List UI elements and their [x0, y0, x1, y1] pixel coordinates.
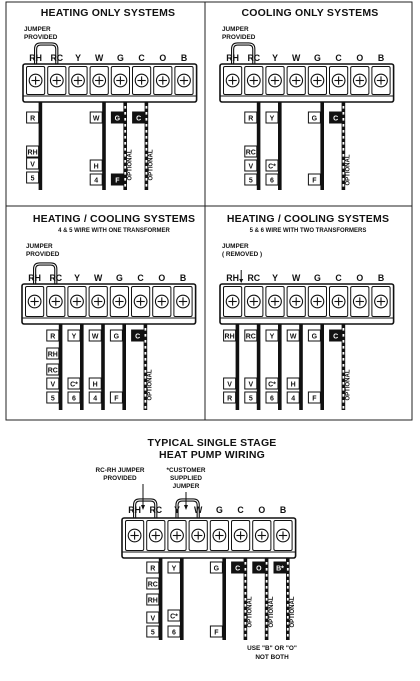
optional-label: OPTIONAL: [345, 154, 352, 186]
wire-tag-label: G: [213, 565, 220, 573]
terminal-label-rc: RC: [50, 53, 64, 63]
wire-dash-gap: [343, 118, 345, 121]
terminal-label-g: G: [215, 505, 223, 515]
wire-dash-gap: [245, 622, 247, 625]
optional-label: OPTIONAL: [290, 596, 296, 628]
wire-dash-gap: [145, 352, 147, 355]
wire-dash-gap: [145, 340, 147, 343]
terminal-label-y: Y: [272, 53, 278, 63]
panel-subtitle: 4 & 5 WIRE WITH ONE TRANSFORMER: [58, 228, 170, 234]
terminal-label-g: G: [313, 273, 321, 283]
wire-tag-label: V: [30, 161, 35, 169]
wire-dash-gap: [266, 592, 268, 595]
wire-dash-gap: [245, 616, 247, 619]
wire-tag-label: F: [312, 395, 317, 403]
wire-dash-gap: [145, 376, 147, 379]
terminal-label-rh: RH: [226, 273, 239, 283]
wire-tag-label: 5: [150, 629, 155, 637]
wire-tag-label: V: [248, 381, 254, 389]
wire-tag-label: W: [91, 333, 99, 341]
arrow-head-icon: [184, 505, 188, 510]
wire-dash-gap: [145, 334, 147, 337]
wire-dash-gap: [124, 166, 126, 169]
wire: [39, 102, 43, 190]
wire-dash-gap: [287, 562, 289, 565]
wire-dash-gap: [146, 142, 148, 145]
wire-dash-gap: [145, 370, 147, 373]
jumper-label-line2: ( REMOVED ): [222, 251, 263, 258]
wire: [278, 324, 282, 410]
wire-dash-gap: [145, 406, 147, 409]
wire-tag-label: G: [113, 333, 120, 341]
wire-dash-gap: [245, 562, 247, 565]
wire-dash-gap: [287, 628, 289, 631]
wire-dash-gap: [245, 634, 247, 637]
wire-dash-gap: [146, 178, 148, 181]
wire-dash-gap: [145, 358, 147, 361]
wire-tag-label: G: [311, 115, 318, 123]
panel-title: HEATING / COOLING SYSTEMS: [226, 213, 390, 225]
wire-tag-label: C*: [170, 613, 178, 621]
wire: [222, 558, 226, 640]
wire-dash-gap: [266, 568, 268, 571]
wire-tag-label: Y: [71, 333, 77, 341]
wire-dash-gap: [146, 106, 148, 109]
wire: [299, 324, 303, 410]
wire-dash-gap: [146, 160, 148, 163]
wire-tag-label: R: [150, 565, 156, 573]
wire-tag-label: H: [290, 381, 296, 389]
wire-dash-gap: [343, 106, 345, 109]
wire-tag-label: H: [92, 381, 98, 389]
jumper-label-line2: PROVIDED: [26, 251, 60, 258]
wire-dash-gap: [287, 574, 289, 577]
terminal-label-g: G: [115, 273, 123, 283]
wire-dash-gap: [245, 568, 247, 571]
terminal-label-rh: RH: [128, 505, 141, 515]
wire-tag-label: 6: [270, 177, 274, 185]
terminal-label-w: W: [95, 53, 104, 63]
wire-tag-label: R: [248, 115, 254, 123]
terminal-label-y: Y: [75, 53, 81, 63]
wire-dash-gap: [124, 124, 126, 127]
terminal-label-c: C: [137, 273, 144, 283]
wire-dash-gap: [146, 130, 148, 133]
jumper-label-line1: JUMPER: [24, 26, 51, 33]
wire-tag-label: B*: [276, 565, 284, 573]
arrow-head-icon: [239, 279, 243, 283]
rc-rh-jumper-line1: RC-RH JUMPER: [95, 467, 145, 474]
wire-tag-label: Y: [269, 115, 275, 123]
wire-dash-gap: [343, 406, 345, 409]
wire-dash-gap: [245, 598, 247, 601]
wire-tag-label: 6: [172, 629, 176, 637]
wire-tag-label: RH: [27, 149, 38, 157]
wire-tag-label: RC: [245, 333, 256, 341]
wire: [159, 558, 163, 640]
wire: [257, 102, 261, 190]
wire-dash-gap: [145, 382, 147, 385]
jumper-label-line1: JUMPER: [26, 243, 53, 250]
wire-dash-gap: [124, 106, 126, 109]
terminal-label-o: O: [159, 53, 167, 63]
heat-pump-title-line1: TYPICAL SINGLE STAGE: [147, 437, 277, 449]
wire-dash-gap: [146, 148, 148, 151]
terminal-label-w: W: [292, 53, 301, 63]
wire-dash-gap: [266, 598, 268, 601]
terminal-label-w: W: [94, 273, 103, 283]
wire-dash-gap: [287, 610, 289, 613]
wire-dash-gap: [343, 178, 345, 181]
wire-dash-gap: [245, 580, 247, 583]
wire-dash-gap: [343, 160, 345, 163]
wire-dash-gap: [145, 364, 147, 367]
wire-dash-gap: [124, 130, 126, 133]
wire-tag-label: 5: [30, 175, 35, 183]
wire: [278, 102, 282, 190]
wire-tag-label: C: [136, 115, 142, 123]
wire-dash-gap: [124, 172, 126, 175]
terminal-label-o: O: [258, 505, 266, 515]
wire-tag-label: C: [333, 333, 339, 341]
wire-dash-gap: [146, 154, 148, 157]
wire-dash-gap: [145, 388, 147, 391]
terminal-label-rh: RH: [226, 53, 239, 63]
wire-dash-gap: [343, 154, 345, 157]
terminal-label-rc: RC: [149, 505, 163, 515]
wire-tag-label: C: [135, 333, 141, 341]
terminal-label-rc: RC: [247, 273, 261, 283]
terminal-label-rh: RH: [28, 273, 41, 283]
wire: [320, 324, 324, 410]
wire-dash-gap: [124, 142, 126, 145]
terminal-label-c: C: [335, 53, 342, 63]
b-or-o-note-line2: NOT BOTH: [255, 654, 289, 661]
wire-dash-gap: [343, 388, 345, 391]
wire-dash-gap: [146, 118, 148, 121]
wire-dash-gap: [266, 634, 268, 637]
wire-tag-label: RC: [47, 367, 58, 375]
wire-tag-label: RH: [224, 333, 235, 341]
wire-dash-gap: [343, 112, 345, 115]
wire-dash-gap: [146, 166, 148, 169]
wire-dash-gap: [266, 574, 268, 577]
wire-tag-label: F: [312, 177, 317, 185]
terminal-label-c: C: [335, 273, 342, 283]
wire-dash-gap: [343, 142, 345, 145]
wire-dash-gap: [343, 376, 345, 379]
wire: [101, 324, 105, 410]
wire-dash-gap: [287, 622, 289, 625]
wire-tag-label: C*: [268, 381, 276, 389]
terminal-label-w: W: [292, 273, 301, 283]
wire-tag-label: G: [114, 115, 121, 123]
wire-dash-gap: [343, 346, 345, 349]
wire-tag-label: 5: [248, 177, 253, 185]
terminal-label-o: O: [356, 53, 364, 63]
customer-jumper-line1: *CUSTOMER: [166, 467, 206, 474]
wire-dash-gap: [343, 136, 345, 139]
wire-tag-label: 4: [93, 395, 98, 403]
b-or-o-note-line1: USE "B" OR "O": [247, 645, 297, 652]
wire-dash-gap: [245, 628, 247, 631]
wire-dash-gap: [124, 118, 126, 121]
customer-jumper-line2: SUPPLIED: [170, 475, 202, 482]
wire-dash-gap: [343, 394, 345, 397]
wire-dash-gap: [343, 124, 345, 127]
wire-tag-label: C*: [268, 163, 276, 171]
terminal-label-c: C: [138, 53, 145, 63]
wire-dash-gap: [266, 628, 268, 631]
wire-dash-gap: [145, 394, 147, 397]
wire-dash-gap: [124, 178, 126, 181]
wire-dash-gap: [124, 136, 126, 139]
jumper-label-line1: JUMPER: [222, 243, 249, 250]
wire-tag-label: 6: [270, 395, 274, 403]
wire-dash-gap: [266, 616, 268, 619]
wire-tag-label: O: [256, 565, 262, 573]
optional-label: OPTIONAL: [345, 369, 352, 401]
wire-tag-label: RH: [147, 597, 158, 605]
wire-tag-label: 4: [291, 395, 296, 403]
optional-label: OPTIONAL: [148, 149, 155, 181]
terminal-label-y: Y: [272, 273, 278, 283]
jumper-label-line2: PROVIDED: [222, 34, 256, 41]
optional-label: OPTIONAL: [147, 369, 154, 401]
optional-label: OPTIONAL: [127, 149, 134, 181]
wire-dash-gap: [146, 112, 148, 115]
wire-dash-gap: [343, 352, 345, 355]
wire-tag-label: RH: [47, 351, 58, 359]
arrow-head-icon: [141, 505, 145, 510]
wire-tag-label: C: [333, 115, 339, 123]
wire-tag-label: V: [248, 163, 254, 171]
wire-dash-gap: [124, 148, 126, 151]
wire-tag-label: Y: [269, 333, 275, 341]
wire-dash-gap: [343, 328, 345, 331]
wire-dash-gap: [343, 370, 345, 373]
terminal-label-rc: RC: [49, 273, 63, 283]
wire-dash-gap: [287, 568, 289, 571]
wire-tag-label: V: [150, 615, 156, 623]
wire-dash-gap: [287, 604, 289, 607]
wire-tag-label: 6: [72, 395, 76, 403]
jumper-label-line2: PROVIDED: [24, 34, 58, 41]
wire-dash-gap: [145, 328, 147, 331]
wire-dash-gap: [287, 586, 289, 589]
optional-label: OPTIONAL: [247, 596, 254, 628]
wire: [80, 324, 84, 410]
wire: [320, 102, 324, 190]
panel-heat-pump: [96, 437, 297, 661]
panel-cooling-only: [220, 7, 394, 190]
terminal-label-g: G: [313, 53, 321, 63]
wire-dash-gap: [146, 136, 148, 139]
wire: [236, 324, 240, 410]
terminal-label-b: B: [377, 273, 385, 283]
terminal-label-rh: RH: [29, 53, 42, 63]
panel-title: HEATING ONLY SYSTEMS: [40, 7, 176, 19]
wire-dash-gap: [266, 586, 268, 589]
terminal-label-g: G: [116, 53, 124, 63]
wire: [59, 324, 63, 410]
wire: [102, 102, 106, 190]
wire-dash-gap: [287, 616, 289, 619]
wire: [180, 558, 184, 640]
terminal-label-rc: RC: [247, 53, 261, 63]
wire-dash-gap: [343, 130, 345, 133]
wire-dash-gap: [145, 346, 147, 349]
wire-dash-gap: [287, 634, 289, 637]
rc-rh-jumper-line2: PROVIDED: [103, 475, 137, 482]
wire-tag-label: C: [235, 565, 241, 573]
wire-dash-gap: [124, 184, 126, 187]
wire-tag-label: Y: [171, 565, 177, 573]
wire-dash-gap: [245, 592, 247, 595]
wire-dash-gap: [124, 154, 126, 157]
terminal-label-b: B: [180, 53, 188, 63]
wire-dash-gap: [124, 112, 126, 115]
wire-dash-gap: [266, 604, 268, 607]
wire-dash-gap: [266, 610, 268, 613]
wire-tag-label: H: [93, 163, 99, 171]
wire-tag-label: C*: [70, 381, 78, 389]
panel-heating-only: [23, 7, 197, 190]
wire-dash-gap: [343, 340, 345, 343]
wire-dash-gap: [343, 184, 345, 187]
wire-tag-label: R: [50, 333, 56, 341]
wire-dash-gap: [343, 166, 345, 169]
wire-dash-gap: [245, 610, 247, 613]
wire-dash-gap: [245, 604, 247, 607]
wire: [257, 324, 261, 410]
wire-tag-label: RC: [147, 581, 158, 589]
wire-tag-label: V: [227, 381, 232, 389]
terminal-label-o: O: [158, 273, 166, 283]
wire-tag-label: R: [227, 395, 233, 403]
wire-tag-label: F: [115, 177, 120, 185]
terminal-label-y: Y: [74, 273, 80, 283]
wire-dash-gap: [343, 358, 345, 361]
panel-subtitle: 5 & 6 WIRE WITH TWO TRANSFORMERS: [249, 228, 367, 234]
terminal-label-b: B: [377, 53, 385, 63]
customer-jumper-line3: JUMPER: [172, 483, 200, 490]
wire-dash-gap: [343, 400, 345, 403]
wire-tag-label: RC: [245, 149, 256, 157]
wire-dash-gap: [343, 148, 345, 151]
wire: [122, 324, 126, 410]
terminal-label-b: B: [179, 273, 187, 283]
wire-tag-label: W: [289, 333, 297, 341]
jumper-label-line1: JUMPER: [222, 26, 249, 33]
panel-heating-cooling-one-transformer: [22, 213, 196, 410]
wire-dash-gap: [287, 592, 289, 595]
terminal-label-b: B: [279, 505, 287, 515]
panel-heating-cooling-two-transformers: [220, 213, 394, 410]
wire-tag-label: 5: [50, 395, 55, 403]
wire-tag-label: 4: [94, 177, 99, 185]
wire-dash-gap: [343, 382, 345, 385]
wire-tag-label: F: [214, 629, 219, 637]
heat-pump-title-line2: HEAT PUMP WIRING: [158, 449, 266, 461]
wire-dash-gap: [146, 172, 148, 175]
wire-tag-label: G: [311, 333, 318, 341]
wire-dash-gap: [266, 622, 268, 625]
wire-dash-gap: [145, 400, 147, 403]
wire-dash-gap: [343, 334, 345, 337]
optional-label: OPTIONAL: [268, 596, 275, 628]
wire-dash-gap: [287, 580, 289, 583]
wire-tag-label: F: [114, 395, 119, 403]
wire-tag-label: R: [30, 115, 36, 123]
wire-dash-gap: [343, 172, 345, 175]
panel-title: COOLING ONLY SYSTEMS: [241, 7, 379, 19]
wire-dash-gap: [124, 160, 126, 163]
wire-tag-label: 5: [248, 395, 253, 403]
terminal-label-y: Y: [174, 505, 180, 515]
wire-dash-gap: [266, 580, 268, 583]
wire-dash-gap: [146, 124, 148, 127]
wire-dash-gap: [287, 598, 289, 601]
wire-tag-label: V: [50, 381, 56, 389]
terminal-label-o: O: [356, 273, 364, 283]
wire-tag-label: W: [92, 115, 100, 123]
terminal-label-w: W: [194, 505, 203, 515]
wire-dash-gap: [146, 184, 148, 187]
terminal-label-c: C: [237, 505, 244, 515]
wire-dash-gap: [245, 586, 247, 589]
wire-dash-gap: [266, 562, 268, 565]
wire-dash-gap: [343, 364, 345, 367]
wire-dash-gap: [245, 574, 247, 577]
panel-title: HEATING / COOLING SYSTEMS: [32, 213, 196, 225]
